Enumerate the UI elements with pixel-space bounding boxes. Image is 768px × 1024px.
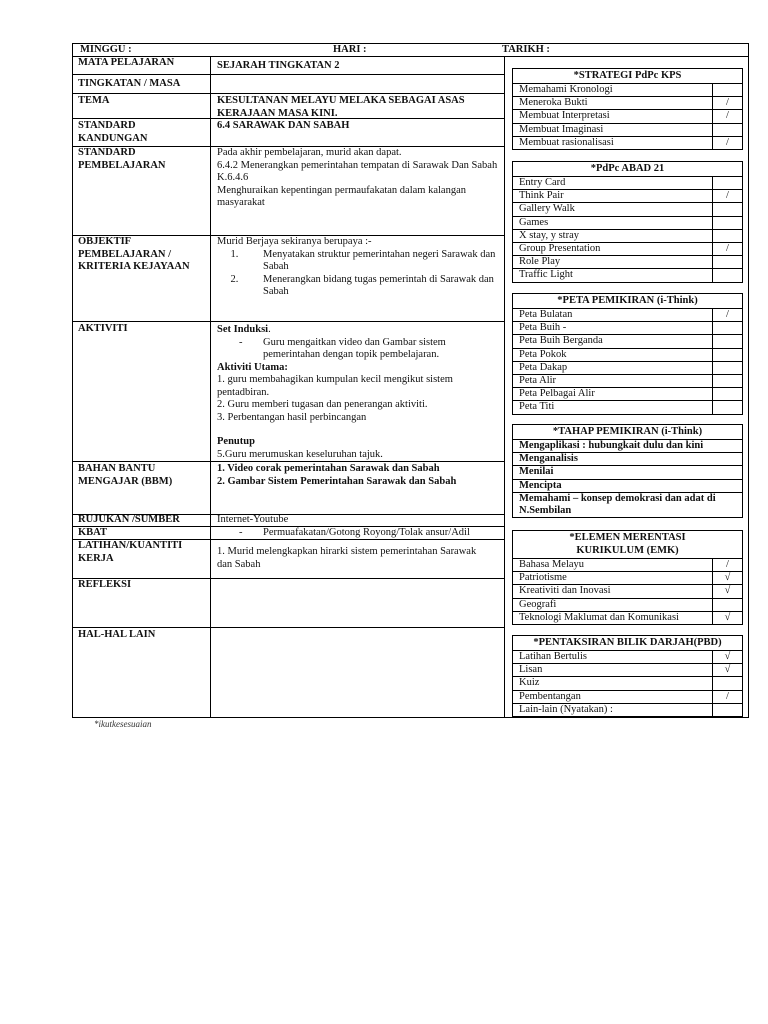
abad21-row xyxy=(513,217,742,230)
strategi-row xyxy=(513,97,742,110)
peta-row xyxy=(513,335,742,348)
tahap-row xyxy=(513,493,742,517)
grid-line xyxy=(72,93,504,94)
grid-line xyxy=(504,56,505,718)
row-mark: √ xyxy=(712,651,742,663)
grid-line xyxy=(72,461,504,462)
objektif-label: OBJEKTIF PEMBELAJARAN / KRITERIA KEJAYAAN xyxy=(78,236,190,272)
penutup-text: 5.Guru merumuskan keseluruhan tajuk. xyxy=(217,448,383,460)
row-mark xyxy=(712,84,742,96)
peta-title: *PETA PEMIKIRAN (i-Think) xyxy=(513,294,742,309)
bbm-line-1: 1. Video corak pemerintahan Sarawak dan Sabah xyxy=(217,463,440,474)
standard-kandungan-value: 6.4 SARAWAK DAN SABAH xyxy=(217,120,350,131)
standard-kandungan-label: STANDARD KANDUNGAN xyxy=(78,120,148,144)
row-label: Pembentangan xyxy=(519,690,581,702)
row-mark: √ xyxy=(712,572,742,584)
row-mark: √ xyxy=(712,612,742,624)
strategi-panel xyxy=(512,68,743,150)
row-mark xyxy=(712,677,742,689)
refleksi-label: REFLEKSI xyxy=(78,579,132,590)
row-mark xyxy=(712,230,742,242)
mata-pelajaran-label: MATA PELAJARAN xyxy=(78,57,175,68)
row-mark xyxy=(712,322,742,334)
row-mark: / xyxy=(712,243,742,255)
hari-label: HARI : xyxy=(333,44,367,55)
bbm-label: BAHAN BANTU MENGAJAR (BBM) xyxy=(78,463,173,487)
mata-pelajaran-value: SEJARAH TINGKATAN 2 xyxy=(217,60,340,71)
peta-row xyxy=(513,375,742,388)
row-label: Peta Alir xyxy=(519,375,557,387)
row-mark xyxy=(712,177,742,189)
bbm-value xyxy=(217,463,501,488)
row-label: Patriotisme xyxy=(519,572,567,584)
abad21-title: *PdPc ABAD 21 xyxy=(513,162,742,177)
row-mark: / xyxy=(712,110,742,122)
emk-row xyxy=(513,599,742,612)
objektif-intro: Murid Berjaya sekiranya berupaya :- xyxy=(217,236,372,247)
peta-panel xyxy=(512,293,743,415)
row-label: Menganalisis xyxy=(519,453,578,465)
aktiviti-utama-2: 2. Guru memberi tugasan dan penerangan aktiviti. xyxy=(217,399,428,410)
sp-line-3: K.6.4.6 xyxy=(217,172,249,183)
aktiviti-value xyxy=(217,324,501,461)
peta-row xyxy=(513,362,742,375)
sp-line-4: Menghuraikan kepentingan permaufakatan dalam kalangan masyarakat xyxy=(217,184,466,208)
peta-row xyxy=(513,349,742,362)
grid-line xyxy=(210,56,211,718)
emk-title: *ELEMEN MERENTASI KURIKULUM (EMK) xyxy=(513,531,742,559)
row-mark: √ xyxy=(712,585,742,597)
sp-line-2: 6.4.2 Menerangkan pemerintahan tempatan di Sarawak Dan Sabah xyxy=(217,159,498,171)
aktiviti-utama-3: 3. Perbentangan hasil perbincangan xyxy=(217,411,367,423)
pbd-row xyxy=(513,651,742,664)
pbd-row xyxy=(513,704,742,716)
row-label: Lisan xyxy=(519,664,543,676)
kbat-label: KBAT xyxy=(78,527,107,538)
rujukan-value: Internet-Youtube xyxy=(217,514,289,525)
grid-line xyxy=(72,321,504,322)
row-mark xyxy=(712,203,742,215)
row-mark xyxy=(712,269,742,281)
tahap-row xyxy=(513,480,742,493)
tahap-row xyxy=(513,466,742,479)
objektif-item: 2. Menerangkan bidang tugas pemerintah di Sarawak dan Sabah xyxy=(241,274,501,299)
row-label: Mengaplikasi : hubungkait dulu dan kini xyxy=(519,440,704,451)
strategi-row xyxy=(513,110,742,123)
peta-row xyxy=(513,401,742,413)
row-label: Memahami Kronologi xyxy=(519,84,613,95)
abad21-row xyxy=(513,269,742,281)
aktiviti-utama-1: 1. guru membahagikan kumpulan kecil mengikut sistem pentadbiran. xyxy=(217,374,453,398)
minggu-label: MINGGU : xyxy=(80,44,132,55)
row-mark xyxy=(712,217,742,229)
induksi-text: Guru mengaitkan video dan Gambar sistem pemerintahan dengan topik pembelajaran. xyxy=(263,336,446,360)
kbat-value: Permuafakatan/Gotong Royong/Tolak ansur/Adil xyxy=(263,527,470,538)
row-label: Membuat Imaginasi xyxy=(519,123,604,135)
row-label: Role Play xyxy=(519,256,561,268)
row-mark xyxy=(712,335,742,347)
row-mark xyxy=(712,401,742,413)
row-label: X stay, y stray xyxy=(519,229,579,241)
row-mark: / xyxy=(712,309,742,321)
row-mark: √ xyxy=(712,664,742,676)
row-label: Bahasa Melayu xyxy=(519,559,585,570)
strategi-row xyxy=(513,84,742,97)
row-mark xyxy=(712,256,742,268)
emk-panel xyxy=(512,530,743,625)
strategi-title: *STRATEGI PdPc KPS xyxy=(513,69,742,84)
objektif-item: 1. Menyatakan struktur pemerintahan negeri Sarawak dan Sabah xyxy=(241,249,501,274)
row-label: Traffic Light xyxy=(519,269,573,281)
sp-line-1: Pada akhir pembelajaran, murid akan dapat. xyxy=(217,147,402,158)
row-label: Games xyxy=(519,216,549,228)
row-label: Think Pair xyxy=(519,190,564,202)
row-label: Kuiz xyxy=(519,677,540,689)
row-mark: / xyxy=(712,190,742,202)
strategi-row xyxy=(513,124,742,137)
objektif-value xyxy=(217,236,501,299)
row-mark xyxy=(712,599,742,611)
row-label: Peta Dakap xyxy=(519,361,568,373)
emk-row xyxy=(513,612,742,624)
row-label: Entry Card xyxy=(519,177,566,188)
tema-label: TEMA xyxy=(78,95,110,106)
row-label: Membuat Interpretasi xyxy=(519,110,610,122)
kbat-dash: - xyxy=(239,527,243,538)
pbd-row xyxy=(513,664,742,677)
emk-row xyxy=(513,559,742,572)
tahap-title: *TAHAP PEMIKIRAN (i-Think) xyxy=(513,425,742,440)
row-label: Group Presentation xyxy=(519,243,601,255)
row-label: Teknologi Maklumat dan Komunikasi xyxy=(519,611,679,623)
row-label: Latihan Bertulis xyxy=(519,651,587,662)
row-label: Memahami – konsep demokrasi dan adat di N.Sembilan xyxy=(519,492,716,517)
row-label: Peta Buih - xyxy=(519,322,567,334)
hal-lain-label: HAL-HAL LAIN xyxy=(78,629,156,640)
row-mark xyxy=(712,704,742,716)
row-label: Peta Titi xyxy=(519,401,555,413)
emk-row xyxy=(513,585,742,598)
tarikh-label: TARIKH : xyxy=(502,44,550,55)
grid-line xyxy=(72,627,504,628)
abad21-row xyxy=(513,256,742,269)
row-mark xyxy=(712,349,742,361)
pbd-title: *PENTAKSIRAN BILIK DARJAH(PBD) xyxy=(513,636,742,651)
pbd-row xyxy=(513,691,742,704)
standard-pembelajaran-value xyxy=(217,147,501,210)
row-label: Peta Buih Berganda xyxy=(519,335,603,347)
strategi-row xyxy=(513,137,742,149)
row-mark: / xyxy=(712,137,742,149)
tahap-panel xyxy=(512,424,743,518)
latihan-label: LATIHAN/KUANTITI KERJA xyxy=(78,540,183,564)
rujukan-label: RUJUKAN /SUMBER xyxy=(78,514,180,525)
bbm-line-2: 2. Gambar Sistem Pemerintahan Sarawak dan Sabah xyxy=(217,475,457,487)
row-label: Gallery Walk xyxy=(519,203,575,215)
row-mark xyxy=(712,362,742,374)
abad21-row xyxy=(513,177,742,190)
row-mark: / xyxy=(712,559,742,571)
tahap-row xyxy=(513,440,742,453)
pbd-panel xyxy=(512,635,743,717)
row-mark xyxy=(712,388,742,400)
peta-row xyxy=(513,309,742,322)
emk-row xyxy=(513,572,742,585)
penutup-title: Penutup xyxy=(217,436,255,447)
standard-pembelajaran-label: STANDARD PEMBELAJARAN xyxy=(78,147,166,171)
row-label: Peta Pokok xyxy=(519,348,567,360)
row-label: Mencipta xyxy=(519,479,562,491)
set-induksi-dot: . xyxy=(268,324,271,335)
abad21-panel xyxy=(512,161,743,283)
peta-row xyxy=(513,388,742,401)
row-label: Peta Bulatan xyxy=(519,309,573,320)
aktiviti-utama-title: Aktiviti Utama: xyxy=(217,361,288,373)
footnote: *ikutkesesuaian xyxy=(94,719,152,729)
peta-row xyxy=(513,322,742,335)
row-mark xyxy=(712,375,742,387)
row-label: Geografi xyxy=(519,598,557,610)
row-label: Membuat rasionalisasi xyxy=(519,136,614,148)
abad21-row xyxy=(513,190,742,203)
tahap-row xyxy=(513,453,742,466)
row-label: Peta Pelbagai Alir xyxy=(519,388,595,400)
abad21-row xyxy=(513,203,742,216)
row-label: Kreativiti dan Inovasi xyxy=(519,585,611,597)
abad21-row xyxy=(513,243,742,256)
latihan-value: 1. Murid melengkapkan hirarki sistem pemerintahan Sarawak dan Sabah xyxy=(217,546,477,570)
tema-value: KESULTANAN MELAYU MELAKA SEBAGAI ASAS KERAJAAN MASA KINI. xyxy=(217,95,465,119)
bullet-dash: - xyxy=(239,336,243,348)
row-label: Menilai xyxy=(519,466,554,478)
row-mark: / xyxy=(712,97,742,109)
set-induksi-title: Set Induksi xyxy=(217,324,269,335)
tingkatan-label: TINGKATAN / MASA xyxy=(78,78,181,89)
pbd-row xyxy=(513,677,742,690)
row-label: Lain-lain (Nyatakan) : xyxy=(519,703,613,715)
row-mark: / xyxy=(712,691,742,703)
row-label: Meneroka Bukti xyxy=(519,97,588,109)
grid-line xyxy=(72,74,504,75)
aktiviti-label: AKTIVITI xyxy=(78,323,128,334)
abad21-row xyxy=(513,230,742,243)
row-mark xyxy=(712,124,742,136)
